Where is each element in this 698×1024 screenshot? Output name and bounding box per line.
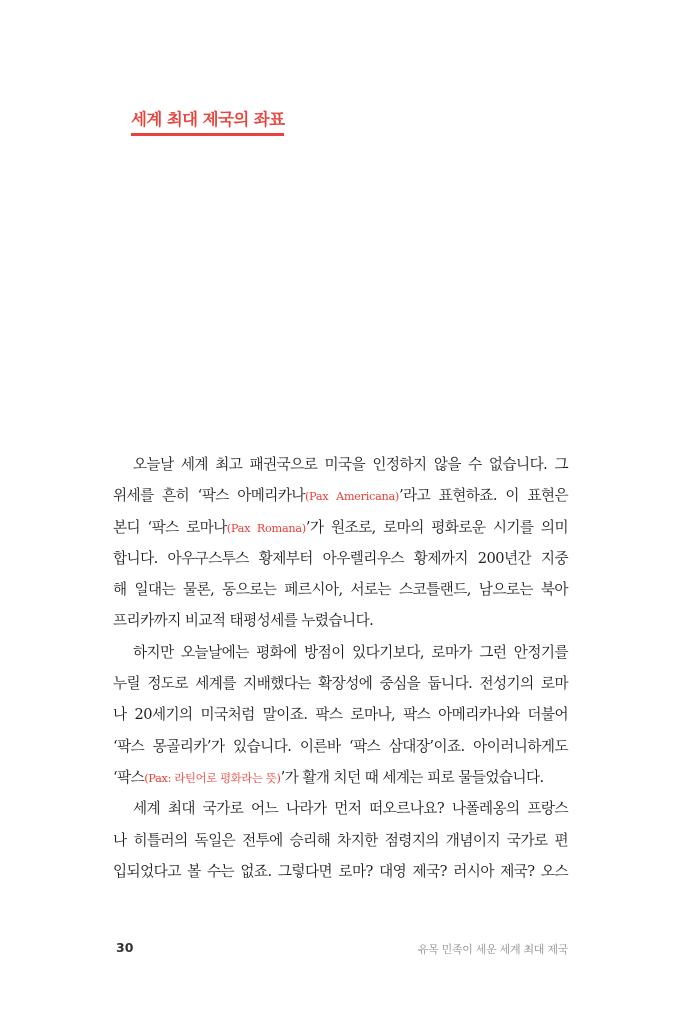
section-heading: 세계 최대 제국의 좌표 [131, 106, 284, 136]
text-segment: 본디 ‘팍스 로마나 [113, 518, 227, 536]
text-line [113, 825, 568, 856]
text-segment: 나 히틀러의 독일은 전투에 승리해 차지한 점령지의 개념이지 국가로 편 [113, 831, 568, 849]
text-segment: ‘팍스 [113, 768, 145, 786]
text-segment: ‘팍스 몽골리카’가 있습니다. 이른바 ‘팍스 삼대장’이죠. 아이러니하게도 [113, 737, 568, 755]
text-segment: 오늘날 세계 최고 패권국으로 미국을 인정하지 않을 수 없습니다. 그 [133, 456, 568, 473]
text-segment: 해 일대는 물론, 동으로는 페르시아, 서로는 스코틀랜드, 남으로는 북아 [113, 581, 568, 599]
text-segment: 나 20세기의 미국처럼 말이죠. 팍스 로마나, 팍스 아메리카나와 더불어 [113, 706, 568, 724]
text-line [113, 668, 568, 699]
text-line [113, 480, 568, 511]
text-line [113, 605, 568, 636]
running-footer-title: 유목 민족이 세운 세계 최대 제국 [417, 943, 568, 956]
text-segment: ’가 활개 치던 때 세계는 피로 물들었습니다. [280, 768, 544, 786]
text-line [113, 793, 568, 824]
text-line [113, 699, 568, 730]
text-line [113, 574, 568, 605]
annotation-text: (Pax: 라틴어로 평화라는 뜻) [144, 771, 281, 785]
text-segment: 위세를 흔히 ‘팍스 아메리카나 [113, 487, 305, 505]
text-segment: ’라고 표현하죠. 이 표현은 [399, 487, 568, 505]
annotation-text: (Pax Romana) [226, 521, 306, 535]
text-line [113, 512, 568, 543]
text-line [113, 762, 568, 793]
text-line [113, 856, 568, 887]
body-text [113, 449, 568, 887]
text-line [113, 449, 568, 480]
text-line [113, 543, 568, 574]
text-segment: 하지만 오늘날에는 평화에 방점이 있다기보다, 로마가 그런 안정기를 [133, 643, 568, 661]
text-segment: 프리카까지 비교적 태평성세를 누렸습니다. [113, 612, 374, 630]
annotation-text: (Pax Americana) [304, 490, 400, 504]
text-segment: 세계 최대 국가로 어느 나라가 먼저 떠오르나요? 나폴레옹의 프랑스 [133, 800, 568, 818]
page-number: 30 [116, 940, 134, 955]
text-segment: 누릴 정도로 세계를 지배했다는 확장성에 중심을 둡니다. 전성기의 로마 [113, 675, 568, 693]
text-line [113, 637, 568, 668]
text-segment: 입되었다고 볼 수는 없죠. 그렇다면 로마? 대영 제국? 러시아 제국? 오스 [113, 862, 568, 880]
text-line [113, 731, 568, 762]
text-segment: ’가 원조로, 로마의 평화로운 시기를 의미 [305, 518, 568, 536]
text-segment: 합니다. 아우구스투스 황제부터 아우렐리우스 황제까지 200년간 지중 [113, 549, 568, 567]
